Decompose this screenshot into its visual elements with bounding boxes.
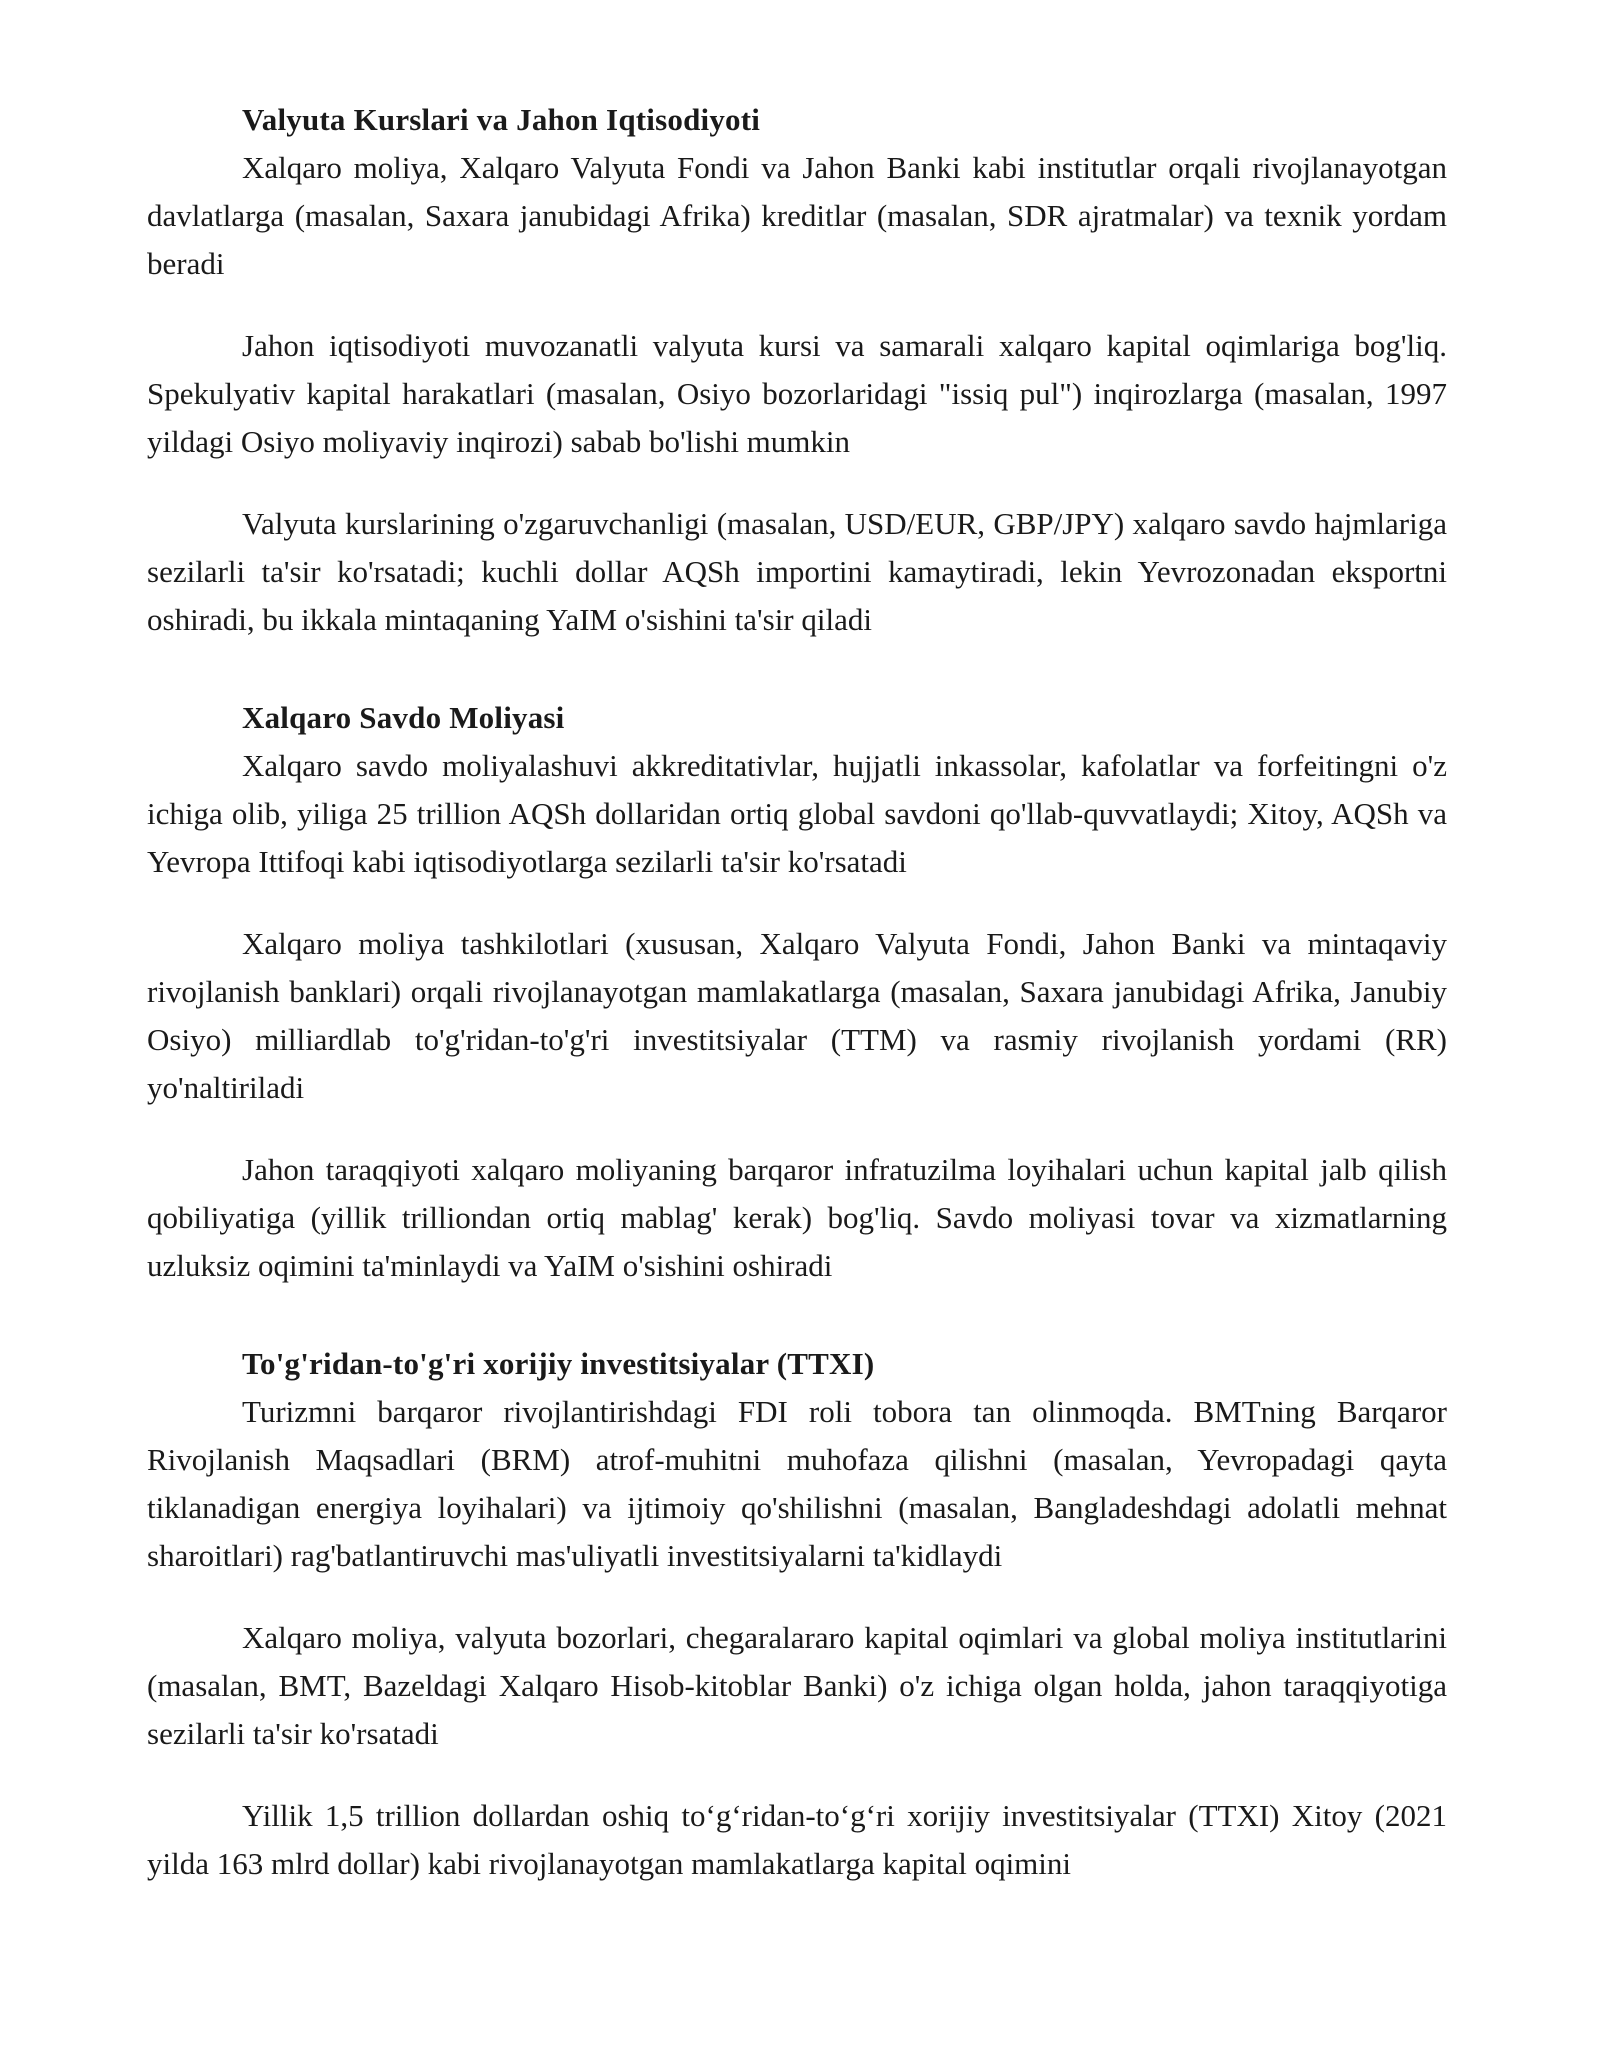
section-heading: Xalqaro Savdo Moliyasi [242,700,565,735]
paragraph: Turizmni barqaror rivojlantirishdagi FDI roli tobora tan olinmoqda. BMTning Barqaror Rivojlanish Maqsadlari (BRM) atrof-muhitni muhofaza qilishni (masalan, Yevropadagi qayta tiklanadigan energiya loyihalari) va ijtimoiy qo'shilishni (masalan, Bangladeshdagi adolatli mehnat sharoitlari) rag'batlantiruvchi mas'uliyatli investitsiyalarni ta'kidlaydi [147,1394,1447,1573]
paragraph: Xalqaro savdo moliyalashuvi akkreditativlar, hujjatli inkassolar, kafolatlar va forfeitingni o'z ichiga olib, yiliga 25 trillion AQSh dollaridan ortiq global savdoni qo'llab-quvvatlaydi; Xitoy, AQSh va Yevropa Ittifoqi kabi iqtisodiyotlarga sezilarli ta'sir ko'rsatadi [147,748,1447,879]
paragraph: Yillik 1,5 trillion dollardan oshiq to‘g‘ridan-to‘g‘ri xorijiy investitsiyalar (TTXI) Xitoy (2021 yilda 163 mlrd dollar) kabi rivojlanayotgan mamlakatlarga kapital oqimini [147,1798,1447,1881]
paragraph: Xalqaro moliya tashkilotlari (xususan, Xalqaro Valyuta Fondi, Jahon Banki va mintaqaviy rivojlanish banklari) orqali rivojlanayotgan mamlakatlarga (masalan, Saxara janubidagi Afrika, Janubiy Osiyo) milliardlab to'g'ridan-to'g'ri investitsiyalar (TTM) va rasmiy rivojlanish yordami (RR) yo'naltiriladi [147,926,1447,1105]
paragraph: Valyuta kurslarining o'zgaruvchanligi (masalan, USD/EUR, GBP/JPY) xalqaro savdo hajmlariga sezilarli ta'sir ko'rsatadi; kuchli dollar AQSh importini kamaytiradi, lekin Yevrozonadan eksportni oshiradi, bu ikkala mintaqaning YaIM o'sishini ta'sir qiladi [147,506,1447,637]
paragraph: Xalqaro moliya, Xalqaro Valyuta Fondi va Jahon Banki kabi institutlar orqali rivojlanayotgan davlatlarga (masalan, Saxara janubidagi Afrika) kreditlar (masalan, SDR ajratmalar) va texnik yordam beradi [147,150,1447,281]
section-heading: Valyuta Kurslari va Jahon Iqtisodiyoti [242,102,761,137]
document-page [147,96,1447,1888]
paragraph: Jahon iqtisodiyoti muvozanatli valyuta kursi va samarali xalqaro kapital oqimlariga bog'liq. Spekulyativ kapital harakatlari (masalan, Osiyo bozorlaridagi "issiq pul") inqirozlarga (masalan, 1997 yildagi Osiyo moliyaviy inqirozi) sabab bo'lishi mumkin [147,328,1447,459]
paragraph: Jahon taraqqiyoti xalqaro moliyaning barqaror infratuzilma loyihalari uchun kapital jalb qilish qobiliyatiga (yillik trilliondan ortiq mablag' kerak) bog'liq. Savdo moliyasi tovar va xizmatlarning uzluksiz oqimini ta'minlaydi va YaIM o'sishini oshiradi [147,1152,1447,1283]
paragraph: Xalqaro moliya, valyuta bozorlari, chegaralararo kapital oqimlari va global moliya institutlarini (masalan, BMT, Bazeldagi Xalqaro Hisob-kitoblar Banki) o'z ichiga olgan holda, jahon taraqqiyotiga sezilarli ta'sir ko'rsatadi [147,1620,1447,1751]
section-heading: To'g'ridan-to'g'ri xorijiy investitsiyalar (TTXI) [242,1346,875,1381]
